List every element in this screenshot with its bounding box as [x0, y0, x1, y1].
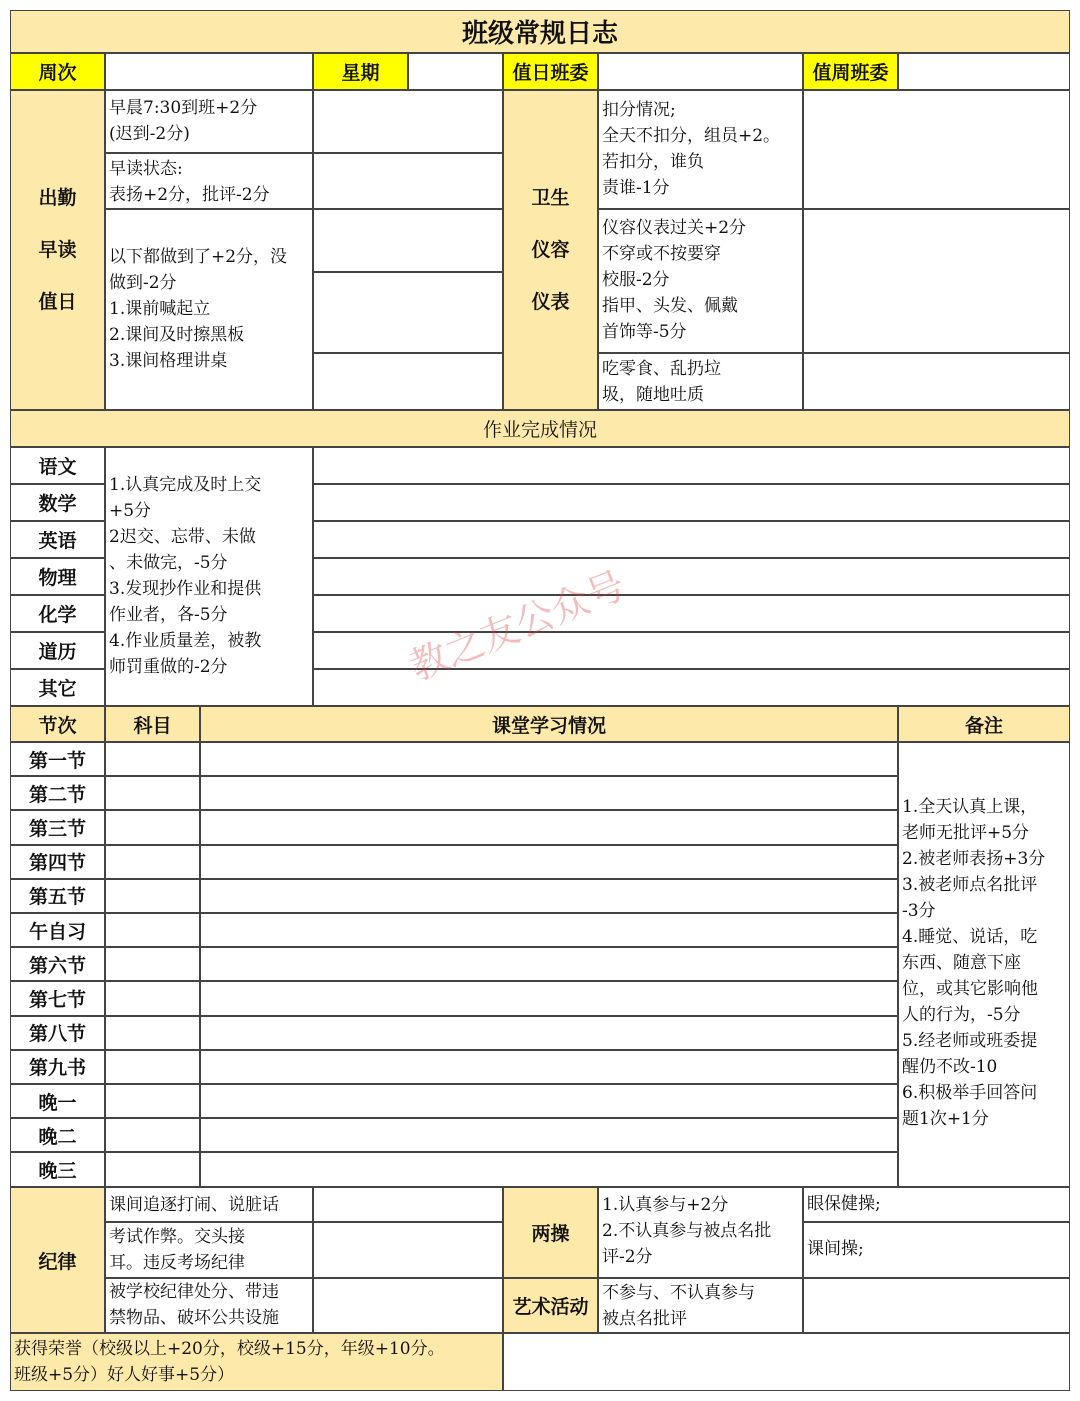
attendance-rule-arrival: 早晨7:30到班+2分 (迟到-2分) — [109, 98, 258, 144]
exercises-rule: 1.认真参与+2分 2.不认真参与被点名批 评-2分 — [602, 1195, 772, 1267]
attendance-rule-reading: 早读状态: 表扬+2分，批评-2分 — [109, 159, 270, 205]
discipline-rule-cheating: 考试作弊。交头接 耳。违反考场纪律 — [109, 1227, 245, 1273]
period-label: 第九书 — [10, 1050, 105, 1084]
hygiene-rule-appearance: 仪容仪表过关+2分 不穿或不按要穿 校服-2分 指甲、头发、佩戴 首饰等-5分 — [602, 218, 747, 342]
discipline-label: 纪律 — [10, 1187, 105, 1333]
remarks-text: 1.全天认真上课， 老师无批评+5分 2.被老师表扬+3分 3.被老师点名批评 -3分 4.睡觉、说话，吃 东西、随意下座 位，或其它影响他 人的行为，-5分 5.经老师或班委提 醒仍不改-10 6.积极举手回答问 题1次+1分 — [902, 797, 1046, 1129]
period-subject-field[interactable] — [105, 913, 200, 947]
remarks-header: 备注 — [898, 706, 1070, 742]
period-subject-field[interactable] — [105, 810, 200, 844]
hygiene-rule-snacks: 吃零食、乱扔垃 圾，随地吐质 — [602, 359, 721, 405]
period-subject-field[interactable] — [105, 742, 200, 776]
hygiene-score-field[interactable] — [803, 353, 1070, 410]
period-subject-field[interactable] — [105, 1084, 200, 1118]
homework-record-field[interactable] — [313, 484, 1070, 521]
period-label: 第三节 — [10, 810, 105, 844]
period-learning-field[interactable] — [200, 1084, 898, 1118]
attendance-score-field[interactable] — [313, 209, 503, 272]
period-learning-field[interactable] — [200, 1152, 898, 1187]
hygiene-rule-deduction: 扣分情况; 全天不扣分，组员+2。 若扣分，谁负 责谁-1分 — [602, 100, 781, 198]
subject-label-math: 数学 — [10, 484, 105, 521]
period-label: 午自习 — [10, 913, 105, 947]
subject-label-other: 其它 — [10, 669, 105, 706]
hygiene-score-field[interactable] — [803, 209, 1070, 353]
week-label: 周次 — [10, 53, 105, 90]
period-header: 节次 — [10, 706, 105, 742]
period-subject-field[interactable] — [105, 981, 200, 1015]
duty-committee-field[interactable] — [598, 53, 803, 90]
period-learning-field[interactable] — [200, 845, 898, 879]
period-learning-field[interactable] — [200, 776, 898, 810]
period-learning-field[interactable] — [200, 1050, 898, 1084]
homework-section-title: 作业完成情况 — [10, 410, 1070, 447]
homework-record-field[interactable] — [313, 632, 1070, 669]
homework-record-field[interactable] — [313, 521, 1070, 558]
period-subject-field[interactable] — [105, 1050, 200, 1084]
period-label: 第二节 — [10, 776, 105, 810]
attendance-rule-duty: 以下都做到了+2分，没 做到-2分 1.课前喊起立 2.课间及时擦黑板 3.课间格理讲桌 — [109, 247, 288, 371]
period-label: 第六节 — [10, 947, 105, 981]
period-subject-field[interactable] — [105, 845, 200, 879]
weekly-committee-field[interactable] — [898, 53, 1070, 90]
honor-text: 获得荣誉（校级以上+20分，校级+15分，年级+10分。 班级+5分）好人好事+5分） — [14, 1339, 445, 1385]
subject-label-physics: 物理 — [10, 558, 105, 595]
period-subject-field[interactable] — [105, 1118, 200, 1152]
watermark: 教之友公众号 — [403, 562, 632, 690]
period-learning-field[interactable] — [200, 810, 898, 844]
homework-record-field[interactable] — [313, 558, 1070, 595]
period-subject-field[interactable] — [105, 947, 200, 981]
period-learning-field[interactable] — [200, 947, 898, 981]
period-label: 晚二 — [10, 1118, 105, 1152]
attendance-score-field[interactable] — [313, 153, 503, 209]
period-learning-field[interactable] — [200, 879, 898, 913]
period-label: 第一节 — [10, 742, 105, 776]
period-learning-field[interactable] — [200, 1118, 898, 1152]
attendance-score-field[interactable] — [313, 353, 503, 410]
period-label: 第八节 — [10, 1016, 105, 1050]
period-label: 第五节 — [10, 879, 105, 913]
period-label: 晚一 — [10, 1084, 105, 1118]
period-subject-field[interactable] — [105, 1016, 200, 1050]
hygiene-side-label: 卫生 仪容 仪表 — [503, 90, 598, 410]
period-learning-field[interactable] — [200, 1016, 898, 1050]
attendance-side-label: 出勤 早读 值日 — [10, 90, 105, 410]
period-label: 晚三 — [10, 1152, 105, 1187]
homework-record-field[interactable] — [313, 447, 1070, 484]
subject-label-english: 英语 — [10, 521, 105, 558]
hygiene-score-field[interactable] — [803, 90, 1070, 209]
discipline-score-field[interactable] — [313, 1187, 503, 1222]
learning-header: 课堂学习情况 — [200, 706, 898, 742]
weekly-committee-label: 值周班委 — [803, 53, 898, 90]
art-label: 艺术活动 — [503, 1278, 598, 1333]
discipline-rule-fighting: 课间追逐打闹、说脏话 — [109, 1195, 279, 1215]
period-subject-field[interactable] — [105, 1152, 200, 1187]
homework-rules: 1.认真完成及时上交 +5分 2迟交、忘带、未做 、未做完，-5分 3.发现抄作业和提供 作业者，各-5分 4.作业质量差，被教 师罚重做的-2分 — [109, 475, 262, 677]
period-label: 第四节 — [10, 845, 105, 879]
subject-label-history: 道历 — [10, 632, 105, 669]
homework-record-field[interactable] — [313, 595, 1070, 632]
page-title: 班级常规日志 — [10, 10, 1070, 53]
subject-label-chemistry: 化学 — [10, 595, 105, 632]
exercises-label: 两操 — [503, 1187, 598, 1278]
period-learning-field[interactable] — [200, 981, 898, 1015]
period-subject-field[interactable] — [105, 879, 200, 913]
discipline-score-field[interactable] — [313, 1222, 503, 1278]
discipline-rule-punishment: 被学校纪律处分、带违 禁物品、破坏公共设施 — [109, 1282, 279, 1328]
period-learning-field[interactable] — [200, 913, 898, 947]
art-rule: 不参与、不认真参与 被点名批评 — [602, 1283, 755, 1329]
discipline-score-field[interactable] — [313, 1278, 503, 1333]
subject-label-chinese: 语文 — [10, 447, 105, 484]
period-subject-field[interactable] — [105, 776, 200, 810]
period-label: 第七节 — [10, 981, 105, 1015]
subject-header: 科目 — [105, 706, 200, 742]
weekday-label: 星期 — [313, 53, 408, 90]
attendance-score-field[interactable] — [313, 272, 503, 353]
honor-record-field[interactable] — [503, 1333, 1070, 1391]
homework-record-field[interactable] — [313, 669, 1070, 706]
attendance-score-field[interactable] — [313, 90, 503, 153]
art-score-field[interactable] — [803, 1278, 1070, 1333]
duty-committee-label: 值日班委 — [503, 53, 598, 90]
break-exercise-label: 课间操; — [807, 1239, 864, 1259]
weekday-field[interactable] — [408, 53, 503, 90]
period-learning-field[interactable] — [200, 742, 898, 776]
week-field[interactable] — [105, 53, 313, 90]
eye-exercise-label: 眼保健操; — [807, 1194, 881, 1214]
